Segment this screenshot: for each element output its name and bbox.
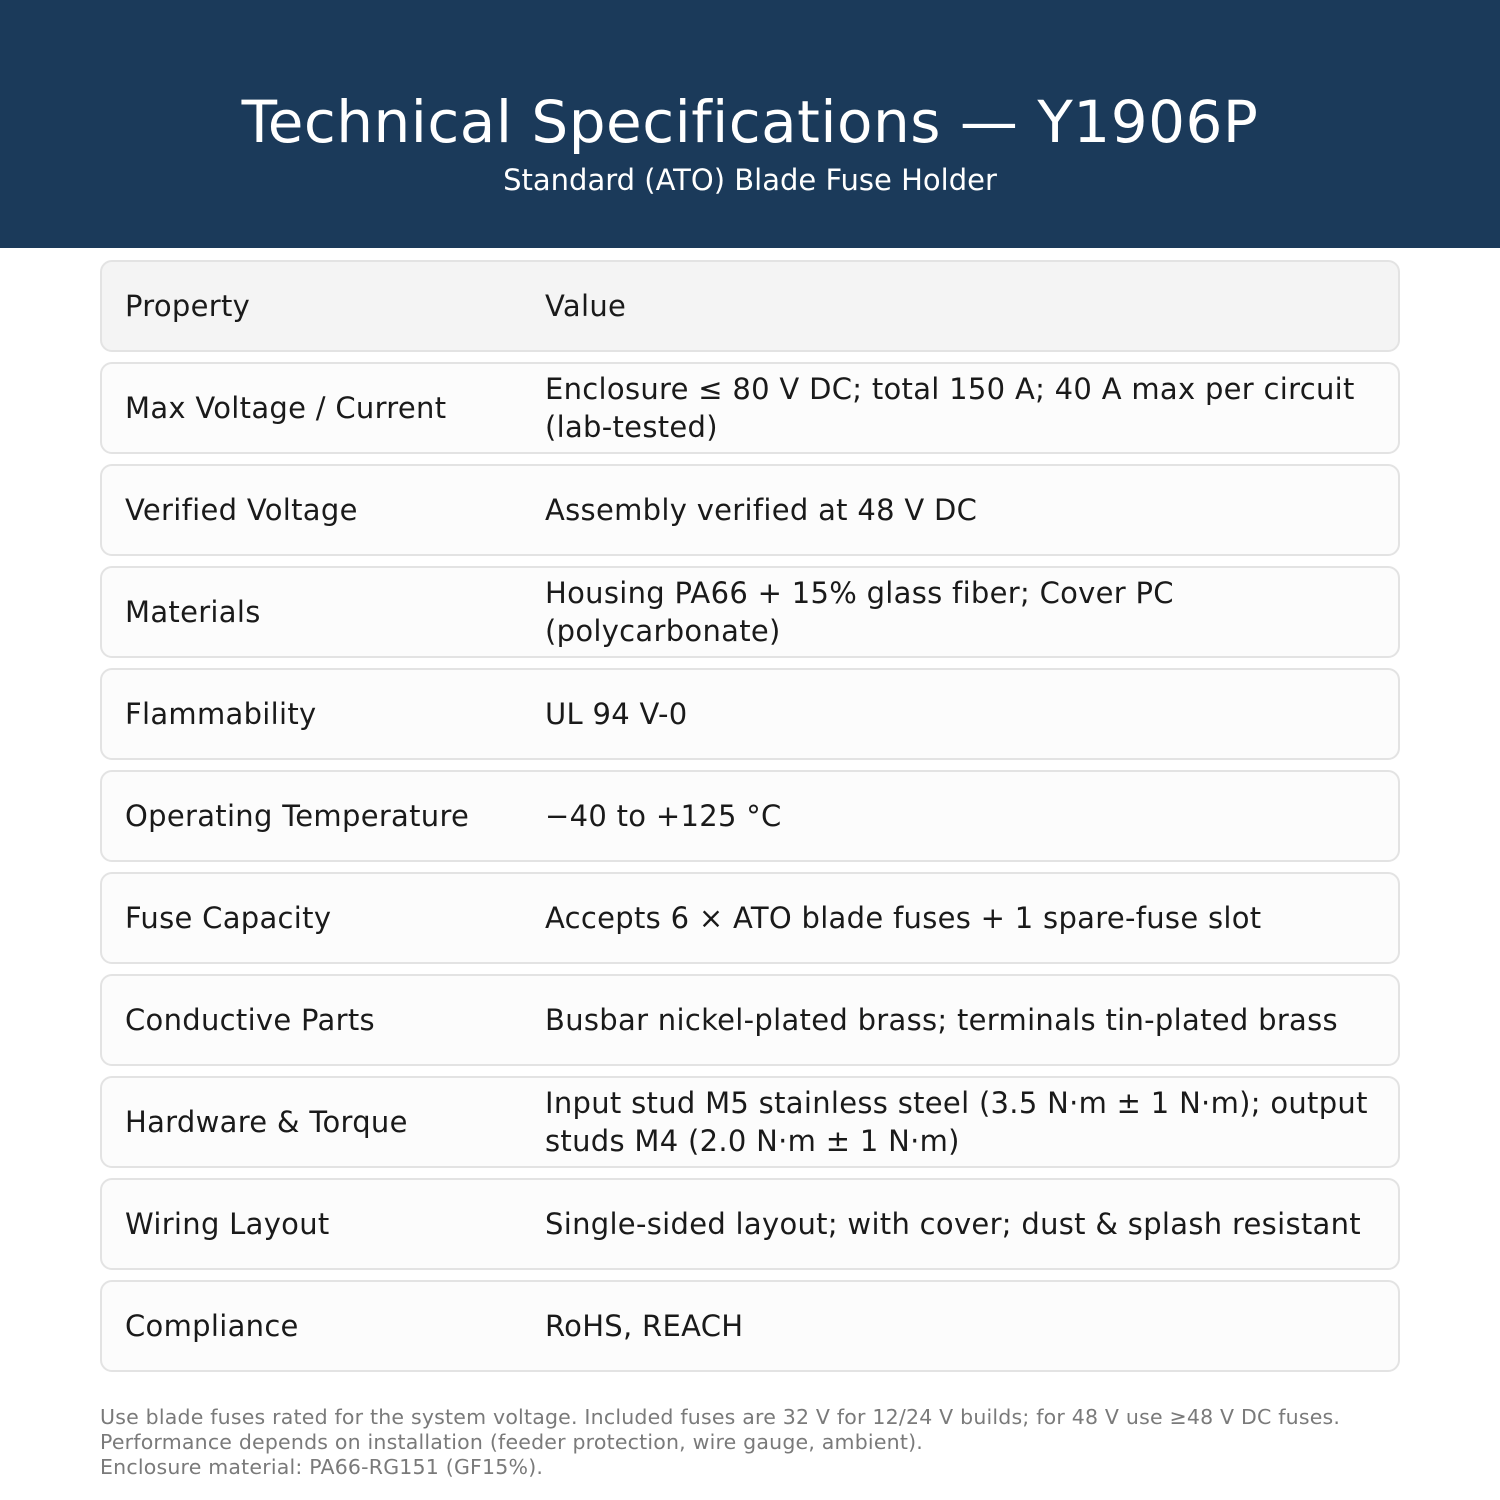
property-cell: Compliance <box>125 1309 299 1343</box>
value-cell: Accepts 6 × ATO blade fuses + 1 spare-fuse slot <box>545 901 1262 935</box>
property-cell: Operating Temperature <box>125 799 470 833</box>
table-row <box>100 464 1400 556</box>
table-row <box>100 872 1400 964</box>
footnote-line: Performance depends on installation (feeder protection, wire gauge, ambient). <box>100 1430 923 1454</box>
property-cell: Conductive Parts <box>125 1003 375 1037</box>
value-cell: RoHS, REACH <box>545 1309 744 1343</box>
property-cell: Wiring Layout <box>125 1207 330 1241</box>
table-row <box>100 974 1400 1066</box>
table-header-row <box>100 260 1400 352</box>
property-cell: Flammability <box>125 697 317 731</box>
property-cell: Hardware & Torque <box>125 1105 408 1139</box>
table-row <box>100 1280 1400 1372</box>
header-banner <box>0 0 1500 248</box>
value-cell: Enclosure ≤ 80 V DC; total 150 A; 40 A max per circuit (lab-tested) <box>545 372 1355 444</box>
footnote-line: Use blade fuses rated for the system voltage. Included fuses are 32 V for 12/24 V builds; for 48 V use ≥48 V DC fuses. <box>100 1405 1341 1429</box>
property-cell: Materials <box>125 595 261 629</box>
table-row <box>100 770 1400 862</box>
value-cell: Input stud M5 stainless steel (3.5 N·m ± 1 N·m); output studs M4 (2.0 N·m ± 1 N·m) <box>545 1086 1368 1158</box>
table-row <box>100 1076 1400 1168</box>
page-subtitle: Standard (ATO) Blade Fuse Holder <box>503 163 997 197</box>
page-title: Technical Specifications — Y1906P <box>241 88 1259 156</box>
table-row <box>100 566 1400 658</box>
value-cell: Single-sided layout; with cover; dust & splash resistant <box>545 1207 1361 1241</box>
value-cell: −40 to +125 °C <box>545 799 782 833</box>
table-row <box>100 668 1400 760</box>
spec-table <box>100 260 1400 1382</box>
property-cell: Max Voltage / Current <box>125 391 447 425</box>
footnote-line: Enclosure material: PA66-RG151 (GF15%). <box>100 1455 544 1479</box>
property-cell: Fuse Capacity <box>125 901 332 935</box>
footnote <box>100 1405 1440 1480</box>
table-row <box>100 1178 1400 1270</box>
property-cell: Verified Voltage <box>125 493 358 527</box>
value-cell: Housing PA66 + 15% glass fiber; Cover PC (polycarbonate) <box>545 576 1174 648</box>
value-cell: UL 94 V-0 <box>545 697 688 731</box>
value-cell: Assembly verified at 48 V DC <box>545 493 978 527</box>
table-row <box>100 362 1400 454</box>
column-header-property: Property <box>125 289 251 323</box>
value-cell: Busbar nickel-plated brass; terminals tin-plated brass <box>545 1003 1338 1037</box>
column-header-value: Value <box>545 289 627 323</box>
